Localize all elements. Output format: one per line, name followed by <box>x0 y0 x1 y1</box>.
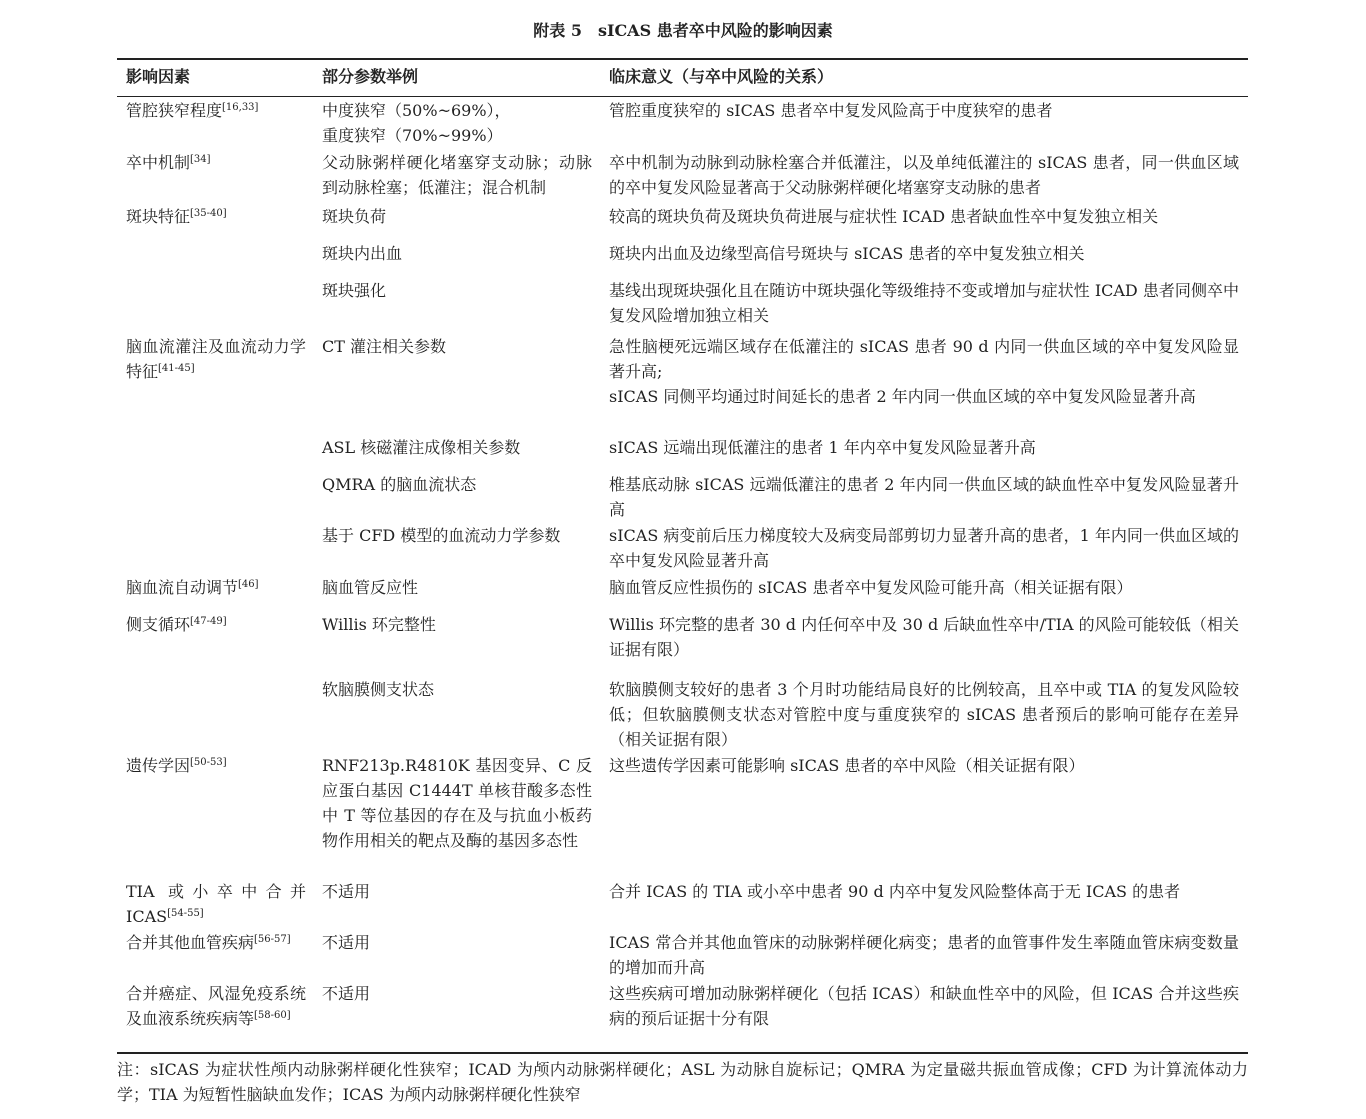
meaning-cell: ICAS 常合并其他血管床的动脉粥样硬化病变；患者的血管事件发生率随血管床病变数量的增加而升高 <box>609 933 1239 977</box>
table-bottom-rule <box>117 1052 1248 1054</box>
params-cell: RNF213p.R4810K 基因变异、C 反应蛋白基因 C1444T 单核苷酸多态性中 T 等位基因的存在及与抗血小板药物作用相关的靶点及酶的基因多态性 <box>322 756 592 850</box>
reference-sup: [50-53] <box>190 757 227 768</box>
meaning-cell: 斑块内出血及边缘型高信号斑块与 sICAS 患者的卒中复发独立相关 <box>609 244 1085 263</box>
reference-sup: [34] <box>190 154 211 165</box>
meaning-cell: 这些疾病可增加动脉粥样硬化（包括 ICAS）和缺血性卒中的风险，但 ICAS 合并这些疾病的预后证据十分有限 <box>609 984 1239 1028</box>
factor-cell: 卒中机制[34] <box>126 153 211 172</box>
reference-sup: [54-55] <box>167 908 204 919</box>
meaning-cell: 合并 ICAS 的 TIA 或小卒中患者 90 d 内卒中复发风险整体高于无 ICAS 的患者 <box>609 882 1181 901</box>
reference-sup: [35-40] <box>190 208 227 219</box>
params-cell: 斑块负荷 <box>322 207 387 226</box>
params-cell: 中度狭窄（50%~69%）， 重度狭窄（70%~99%） <box>322 101 511 145</box>
header-params: 部分参数举例 <box>322 67 419 86</box>
params-cell: 不适用 <box>322 933 371 952</box>
params-cell: 父动脉粥样硬化堵塞穿支动脉；动脉到动脉栓塞；低灌注；混合机制 <box>322 153 592 197</box>
meaning-cell: 基线出现斑块强化且在随访中斑块强化等级维持不变或增加与症状性 ICAD 患者同侧卒中复发风险增加独立相关 <box>609 281 1239 325</box>
meaning-cell: 较高的斑块负荷及斑块负荷进展与症状性 ICAD 患者缺血性卒中复发独立相关 <box>609 207 1159 226</box>
table-footnote: 注：sICAS 为症状性颅内动脉粥样硬化性狭窄；ICAD 为颅内动脉粥样硬化；ASL 为动脉自旋标记；QMRA 为定量磁共振血管成像；CFD 为计算流体动力学；TIA 为短暂性脑缺血发作；ICAS 为颅内动脉粥样硬化性狭窄 <box>117 1060 1248 1104</box>
reference-sup: [58-60] <box>254 1010 291 1021</box>
factor-cell: 合并其他血管疾病[56-57] <box>126 933 291 952</box>
factor-cell: TIA 或小卒中合并 ICAS[54-55] <box>126 882 306 926</box>
meaning-cell: sICAS 病变前后压力梯度较大及病变局部剪切力显著升高的患者，1 年内同一供血区域的卒中复发风险显著升高 <box>609 526 1239 570</box>
reference-sup: [16,33] <box>222 102 259 113</box>
factor-cell: 脑血流灌注及血流动力学特征[41-45] <box>126 337 306 381</box>
params-cell: QMRA 的脑血流状态 <box>322 475 477 494</box>
meaning-cell: 管腔重度狭窄的 sICAS 患者卒中复发风险高于中度狭窄的患者 <box>609 101 1053 120</box>
table-caption: 附表 5 sICAS 患者卒中风险的影响因素 <box>533 21 833 40</box>
reference-sup: [46] <box>238 579 259 590</box>
meaning-cell: 急性脑梗死远端区域存在低灌注的 sICAS 患者 90 d 内同一供血区域的卒中复发风险显著升高; sICAS 同侧平均通过时间延长的患者 2 年内同一供血区域的卒中复发风险显著升高 <box>609 337 1239 406</box>
params-cell: 不适用 <box>322 984 371 1003</box>
meaning-cell: 软脑膜侧支较好的患者 3 个月时功能结局良好的比例较高，且卒中或 TIA 的复发风险较低；但软脑膜侧支状态对管腔中度与重度狭窄的 sICAS 患者预后的影响可能存在差异（相关证据有限） <box>609 680 1239 749</box>
params-cell: 斑块强化 <box>322 281 387 300</box>
meaning-cell: Willis 环完整的患者 30 d 内任何卒中及 30 d 后缺血性卒中/TIA 的风险可能较低（相关证据有限） <box>609 615 1239 659</box>
params-cell: 软脑膜侧支状态 <box>322 680 435 699</box>
factor-cell: 斑块特征[35-40] <box>126 207 227 226</box>
params-cell: Willis 环完整性 <box>322 615 436 634</box>
meaning-cell: 脑血管反应性损伤的 sICAS 患者卒中复发风险可能升高（相关证据有限） <box>609 578 1133 597</box>
meaning-cell: 这些遗传学因素可能影响 sICAS 患者的卒中风险（相关证据有限） <box>609 756 1085 775</box>
table-header-rule <box>117 96 1248 97</box>
factor-cell: 侧支循环[47-49] <box>126 615 227 634</box>
reference-sup: [56-57] <box>254 934 291 945</box>
reference-sup: [41-45] <box>158 363 195 374</box>
factor-cell: 遗传学因[50-53] <box>126 756 227 775</box>
params-cell: 斑块内出血 <box>322 244 403 263</box>
params-cell: 基于 CFD 模型的血流动力学参数 <box>322 526 561 545</box>
header-factor: 影响因素 <box>126 67 191 86</box>
factor-cell: 脑血流自动调节[46] <box>126 578 259 597</box>
factor-cell: 管腔狭窄程度[16,33] <box>126 101 259 120</box>
meaning-cell: 卒中机制为动脉到动脉栓塞合并低灌注，以及单纯低灌注的 sICAS 患者，同一供血区域的卒中复发风险显著高于父动脉粥样硬化堵塞穿支动脉的患者 <box>609 153 1239 197</box>
header-meaning: 临床意义（与卒中风险的关系） <box>609 67 834 86</box>
params-cell: CT 灌注相关参数 <box>322 337 447 356</box>
factor-cell: 合并癌症、风湿免疫系统及血液系统疾病等[58-60] <box>126 984 306 1028</box>
meaning-cell: sICAS 远端出现低灌注的患者 1 年内卒中复发风险显著升高 <box>609 438 1036 457</box>
reference-sup: [47-49] <box>190 616 227 627</box>
table-top-rule <box>117 58 1248 60</box>
meaning-cell: 椎基底动脉 sICAS 远端低灌注的患者 2 年内同一供血区域的缺血性卒中复发风险显著升高 <box>609 475 1239 519</box>
params-cell: ASL 核磁灌注成像相关参数 <box>322 438 521 457</box>
params-cell: 脑血管反应性 <box>322 578 419 597</box>
params-cell: 不适用 <box>322 882 371 901</box>
